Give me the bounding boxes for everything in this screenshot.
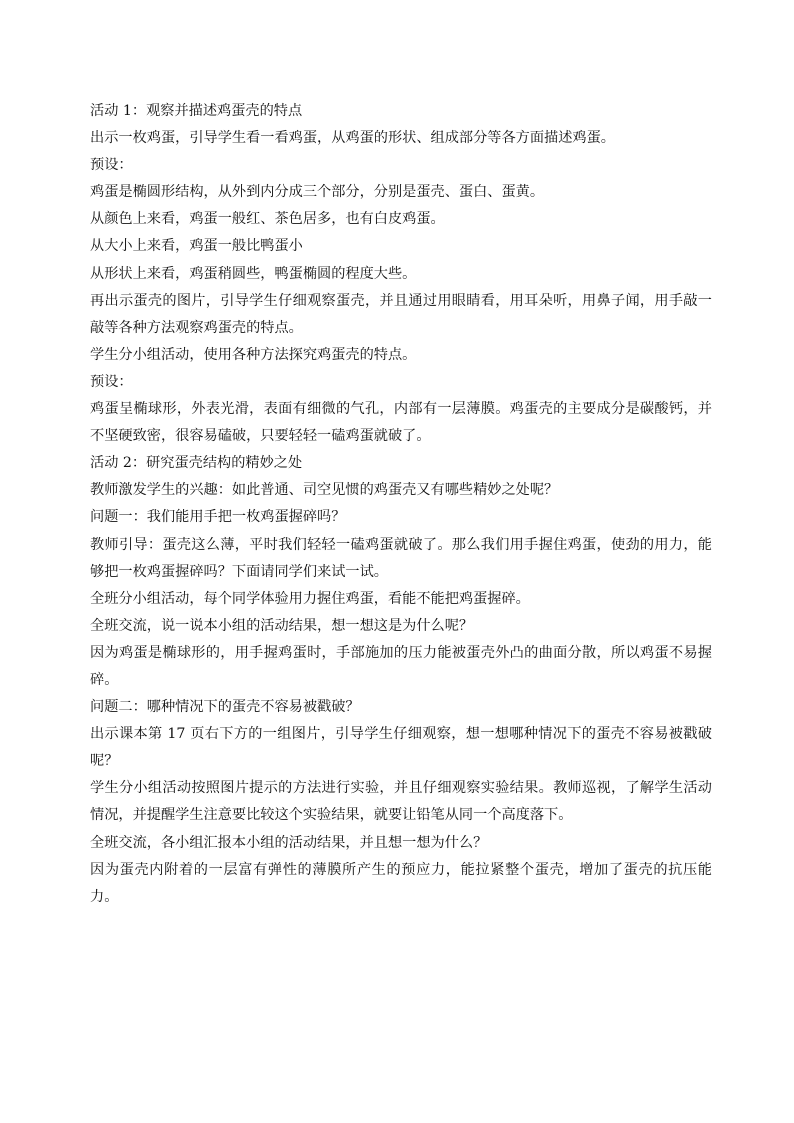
paragraph: 学生分小组活动，使用各种方法探究鸡蛋壳的特点。 bbox=[90, 346, 417, 363]
question-heading-2: 问题二：哪种情况下的蛋壳不容易被戳破？ bbox=[90, 699, 360, 716]
paragraph: 学生分小组活动按照图片提示的方法进行实验，并且仔细观察实验结果。教师巡视，了解学生活动情况，并提醒学生注意要比较这个实验结果，就要让铅笔从同一个高度落下。 bbox=[90, 780, 712, 824]
section-heading-activity-2: 活动 2：研究蛋壳结构的精妙之处 bbox=[90, 455, 303, 472]
paragraph: 全班交流，说一说本小组的活动结果，想一想这是为什么呢？ bbox=[90, 617, 474, 634]
paragraph: 鸡蛋是椭圆形结构，从外到内分成三个部分，分别是蛋壳、蛋白、蛋黄。 bbox=[90, 184, 545, 201]
paragraph: 从大小上来看，鸡蛋一般比鸭蛋小 bbox=[90, 238, 303, 255]
document-page bbox=[90, 98, 712, 911]
paragraph: 再出示蛋壳的图片，引导学生仔细观察蛋壳，并且通过用眼睛看，用耳朵听，用鼻子闻，用手敲一敲等各种方法观察鸡蛋壳的特点。 bbox=[90, 292, 712, 336]
paragraph: 出示一枚鸡蛋，引导学生看一看鸡蛋，从鸡蛋的形状、组成部分等各方面描述鸡蛋。 bbox=[90, 130, 615, 147]
preset-label: 预设： bbox=[90, 157, 133, 174]
section-heading-activity-1: 活动 1：观察并描述鸡蛋壳的特点 bbox=[90, 103, 303, 119]
preset-label: 预设： bbox=[90, 373, 133, 390]
paragraph: 因为蛋壳内附着的一层富有弹性的薄膜所产生的预应力，能拉紧整个蛋壳，增加了蛋壳的抗压能力。 bbox=[90, 861, 712, 905]
paragraph: 因为鸡蛋是椭球形的，用手握鸡蛋时，手部施加的压力能被蛋壳外凸的曲面分散，所以鸡蛋不易握碎。 bbox=[90, 644, 712, 688]
paragraph: 从形状上来看，鸡蛋稍圆些，鸭蛋椭圆的程度大些。 bbox=[90, 265, 417, 282]
paragraph: 全班交流，各小组汇报本小组的活动结果，并且想一想为什么？ bbox=[90, 834, 488, 851]
paragraph: 从颜色上来看，鸡蛋一般红、茶色居多，也有白皮鸡蛋。 bbox=[90, 211, 445, 228]
paragraph: 教师引导：蛋壳这么薄，平时我们轻轻一磕鸡蛋就破了。那么我们用手握住鸡蛋，使劲的用力，能够把一枚鸡蛋握碎吗？下面请同学们来试一试。 bbox=[90, 536, 712, 580]
paragraph: 鸡蛋呈椭球形，外表光滑，表面有细微的气孔，内部有一层薄膜。鸡蛋壳的主要成分是碳酸钙，并不坚硬致密，很容易磕破，只要轻轻一磕鸡蛋就破了。 bbox=[90, 401, 712, 445]
paragraph: 全班分小组活动，每个同学体验用力握住鸡蛋，看能不能把鸡蛋握碎。 bbox=[90, 590, 530, 607]
paragraph: 出示课本第 17 页右下方的一组图片，引导学生仔细观察，想一想哪种情况下的蛋壳不容易被戳破呢？ bbox=[90, 726, 712, 770]
question-heading-1: 问题一：我们能用手把一枚鸡蛋握碎吗？ bbox=[90, 509, 346, 526]
paragraph: 教师激发学生的兴趣：如此普通、司空见惯的鸡蛋壳又有哪些精妙之处呢？ bbox=[90, 482, 559, 499]
